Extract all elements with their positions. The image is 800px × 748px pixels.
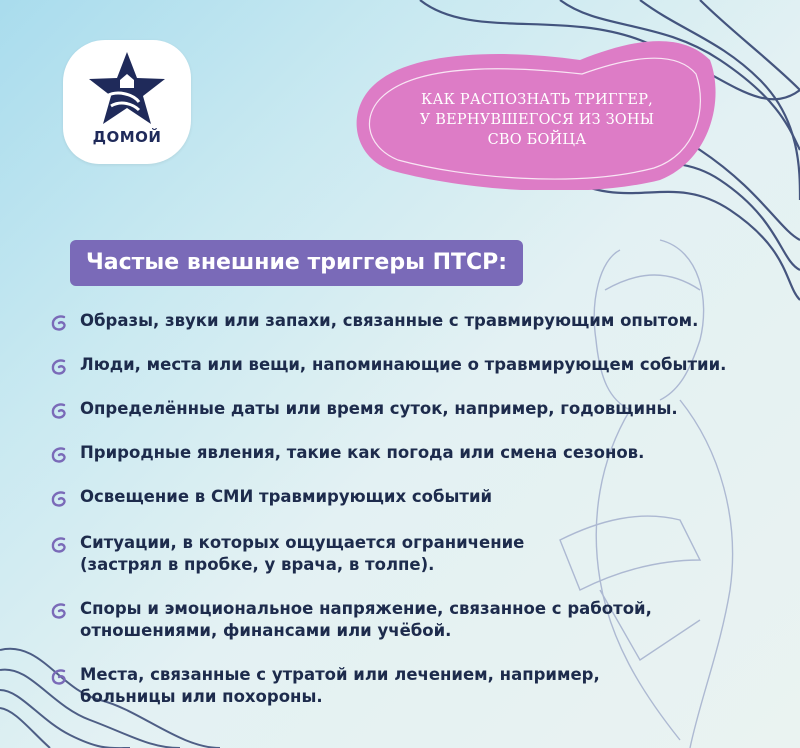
swirl-bullet-icon	[48, 534, 70, 556]
header-line: У ВЕРНУВШЕГОСЯ ИЗ ЗОНЫ	[419, 112, 655, 128]
list-item	[48, 664, 788, 708]
swirl-bullet-icon	[48, 666, 70, 688]
swirl-bullet-icon	[48, 444, 70, 466]
swirl-bullet-icon	[48, 600, 70, 622]
section-title: Частые внешние триггеры ПТСР:	[70, 240, 523, 286]
logo-text: ДОМОЙ	[92, 128, 162, 146]
swirl-bullet-icon	[48, 356, 70, 378]
list-item-text: Образы, звуки или запахи, связанные с травмирующим опытом.	[80, 311, 699, 330]
list-item-text: Споры и эмоциональное напряжение, связанное с работой, отношениями, финансами или учёбой.	[80, 599, 652, 640]
list-item	[48, 442, 788, 466]
list-item	[48, 486, 788, 510]
list-item	[48, 310, 788, 334]
list-item	[48, 598, 788, 642]
star-house-icon	[87, 50, 167, 126]
list-item-text: Ситуации, в которых ощущается ограничение (застрял в пробке, у врача, в толпе).	[80, 533, 525, 574]
list-item-text: Освещение в СМИ травмирующих событий	[80, 487, 493, 506]
list-item	[48, 532, 788, 576]
list-item	[48, 398, 788, 422]
list-item-text: Места, связанные с утратой или лечением, например, больницы или похороны.	[80, 665, 600, 706]
header-line: КАК РАСПОЗНАТЬ ТРИГГЕР,	[421, 92, 653, 108]
swirl-bullet-icon	[48, 488, 70, 510]
header-title	[392, 90, 682, 150]
header-line: СВО БОЙЦА	[487, 132, 587, 148]
list-item-text: Природные явления, такие как погода или смена сезонов.	[80, 443, 645, 462]
list-item	[48, 354, 788, 378]
swirl-bullet-icon	[48, 312, 70, 334]
swirl-bullet-icon	[48, 400, 70, 422]
list-item-text: Определённые даты или время суток, например, годовщины.	[80, 399, 678, 418]
list-item-text: Люди, места или вещи, напоминающие о травмирующем событии.	[80, 355, 727, 374]
logo-card	[63, 40, 191, 164]
